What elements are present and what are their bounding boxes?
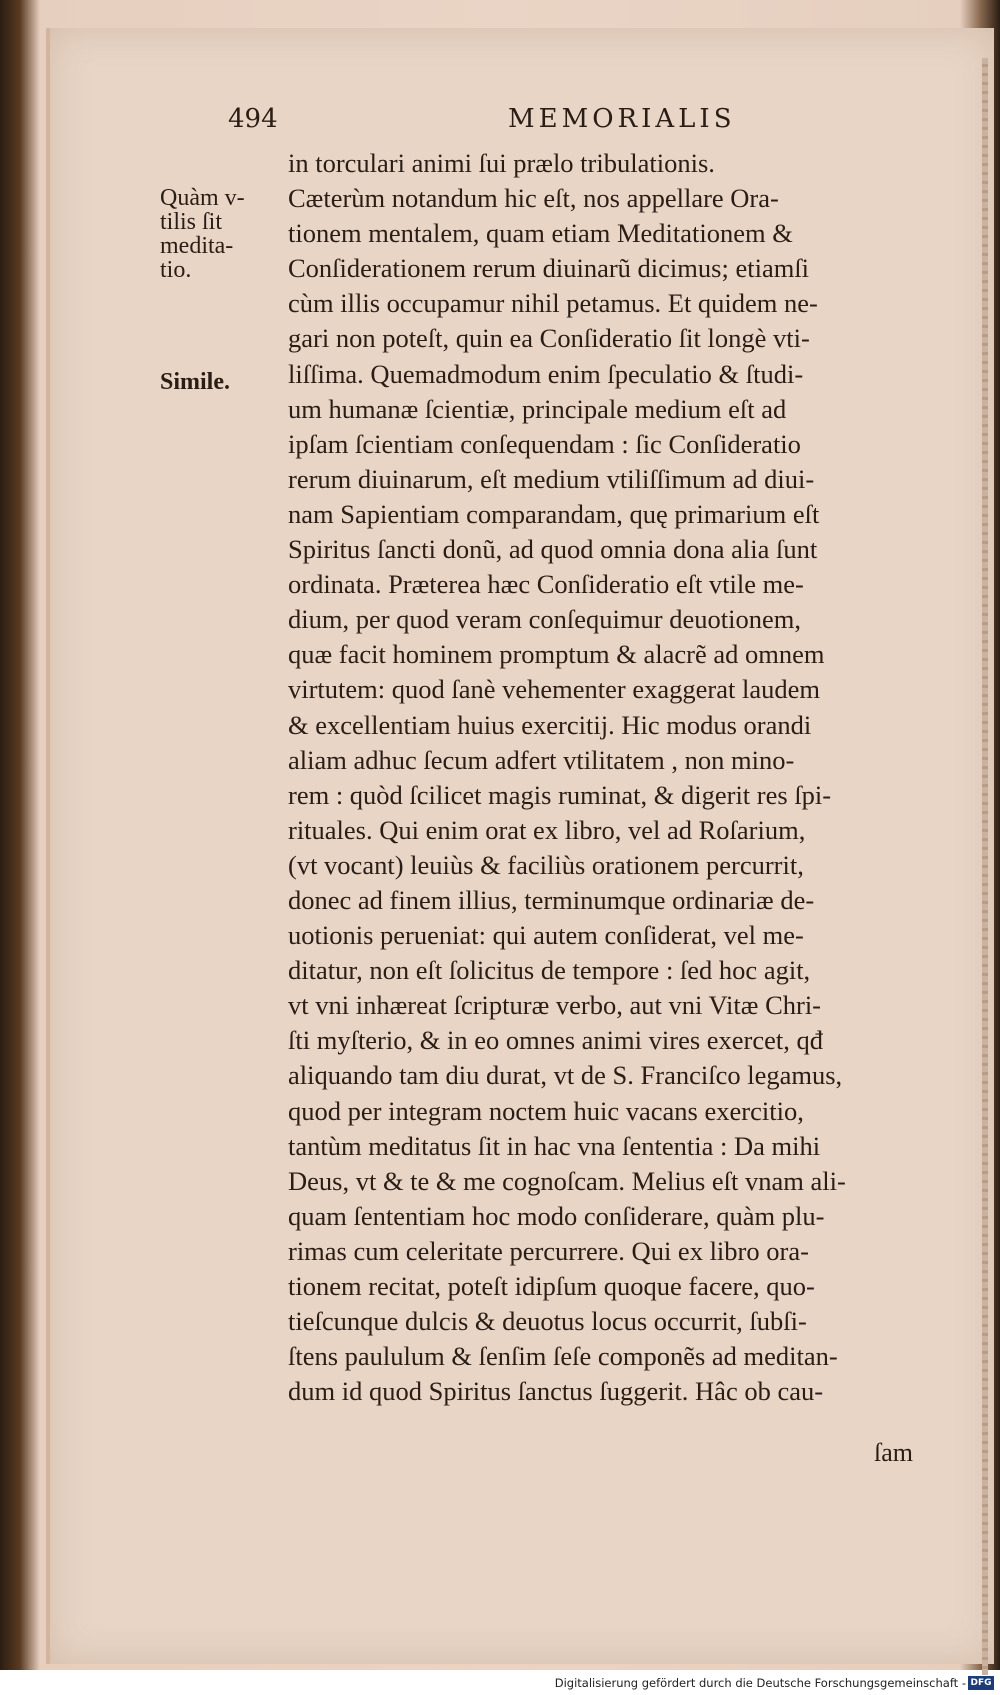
text-line: in torculari animi ſui prælo tribulationis. xyxy=(288,148,715,178)
text-line: dium, per quod veram conſequimur deuotionem, xyxy=(288,604,801,635)
page-number: 494 xyxy=(228,104,278,134)
text-line: ſti myſterio, & in eo omnes animi vires exercet, qđ xyxy=(288,1025,824,1056)
funding-credit: Digitalisierung gefördert durch die Deutsche Forschungsgemeinschaft - xyxy=(554,1676,966,1690)
text-line: quam ſententiam hoc modo conſiderare, quàm plu- xyxy=(288,1200,825,1231)
text-line: tantùm meditatus ſit in hac vna ſententia : Da mihi xyxy=(288,1130,821,1161)
text-line: virtutem: quod ſanè vehementer exaggerat laudem xyxy=(288,674,820,705)
text-line: & excellentiam huius exercitij. Hic modus orandi xyxy=(288,709,812,740)
text-line: ordinata. Præterea hæc Conſideratio eſt vtile me- xyxy=(288,569,804,600)
text-line: nam Sapientiam comparandam, quę primarium eſt xyxy=(288,498,820,529)
margin-note-line: medita- xyxy=(160,233,234,259)
text-line: rem : quòd ſcilicet magis ruminat, & digerit res ſpi- xyxy=(288,779,832,810)
text-line: aliquando tam diu durat, vt de S. Franciſco legamus, xyxy=(288,1060,843,1091)
text-line: (vt vocant) leuiùs & faciliùs orationem percurrit, xyxy=(288,849,804,880)
dfg-logo: DFG xyxy=(968,1676,994,1690)
margin-note-simile xyxy=(160,370,270,394)
margin-note-line: Quàm v- xyxy=(160,185,245,211)
text-line: Deus, vt & te & me cognoſcam. Melius eſt vnam ali- xyxy=(288,1165,846,1196)
text-line: ditatur, non eſt ſolicitus de tempore : ſed hoc agit, xyxy=(288,955,811,986)
text-line: vt vni inhæreat ſcripturæ verbo, aut vni Vitæ Chri- xyxy=(288,990,822,1021)
margin-note-line: tio. xyxy=(160,257,192,283)
text-line: tieſcunque dulcis & deuotus locus occurrit, ſubſi- xyxy=(288,1306,807,1337)
footer-bar xyxy=(0,1675,1000,1695)
text-line: Cæterùm notandum hic eſt, nos appellare Ora- xyxy=(288,183,779,214)
text-line: quod per integram noctem huic vacans exercitio, xyxy=(288,1095,804,1126)
page-header xyxy=(228,104,768,144)
text-line: aliam adhuc ſecum adfert vtilitatem , non mino- xyxy=(288,744,795,775)
running-head: MEMORIALIS xyxy=(508,104,736,134)
text-line: ſtens paululum & ſenſim ſeſe componẽs ad meditan- xyxy=(288,1341,838,1372)
catchword: ſam xyxy=(874,1438,913,1467)
text-line: um humanæ ſcientiæ, principale medium eſt ad xyxy=(288,393,787,424)
text-line: Conſiderationem rerum diuinarũ dicimus; etiamſi xyxy=(288,253,810,284)
text-line: Spiritus ſancti donũ, ad quod omnia dona alia ſunt xyxy=(288,534,818,565)
text-line: rituales. Qui enim orat ex libro, vel ad Roſarium, xyxy=(288,814,806,845)
text-line: cùm illis occupamur nihil petamus. Et quidem ne- xyxy=(288,288,818,319)
text-line: dum id quod Spiritus ſanctus ſuggerit. Hâc ob cau- xyxy=(288,1376,824,1407)
text-line: gari non poteſt, quin ea Conſideratio ſit longè vti- xyxy=(288,323,810,354)
text-line: rerum diuinarum, eſt medium vtiliſſimum ad diui- xyxy=(288,463,815,494)
margin-note-utility xyxy=(160,186,270,282)
text-line: liſſima. Quemadmodum enim ſpeculatio & ſtudi- xyxy=(288,358,804,389)
text-line: uotionis perueniat: qui autem conſiderat, vel me- xyxy=(288,920,804,951)
margin-note-line: Simile. xyxy=(160,369,230,395)
text-line: donec ad finem illius, terminumque ordinariæ de- xyxy=(288,884,815,915)
page-edge xyxy=(982,58,988,1678)
text-line: tionem mentalem, quam etiam Meditationem & xyxy=(288,218,793,249)
text-line: quæ facit hominem promptum & alacrẽ ad omnem xyxy=(288,639,825,670)
text-line: tionem recitat, poteſt idipſum quoque facere, quo- xyxy=(288,1271,815,1301)
text-line: rimas cum celeritate percurrere. Qui ex libro ora- xyxy=(288,1235,809,1266)
body-text xyxy=(288,146,968,1409)
margin-note-line: tilis ſit xyxy=(160,209,223,235)
text-line: ipſam ſcientiam conſequendam : ſic Conſideratio xyxy=(288,428,801,459)
